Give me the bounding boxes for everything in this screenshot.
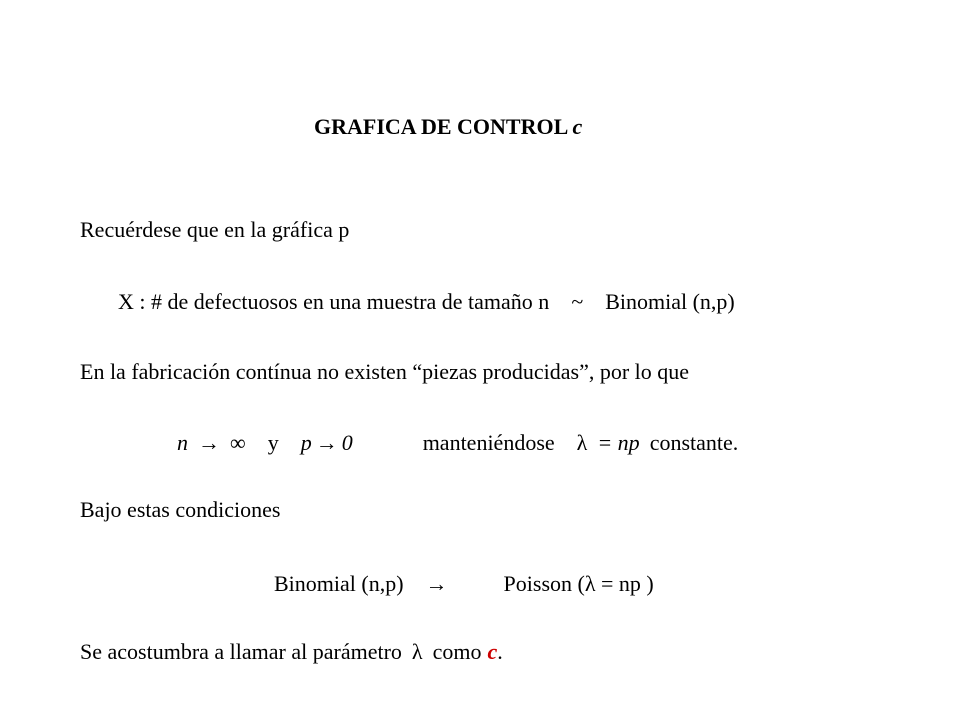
poisson-text: Poisson ( — [503, 571, 585, 596]
text-line-approximation — [274, 570, 654, 598]
constant-text: constante. — [649, 430, 739, 455]
title-text: GRAFICA DE CONTROL — [314, 114, 568, 139]
lambda-symbol: λ — [576, 430, 588, 455]
tilde-symbol: ~ — [571, 289, 584, 314]
infinity-symbol: ∞ — [230, 430, 246, 455]
zero-value: 0 — [341, 430, 353, 455]
binomial-text: Binomial (n,p) — [274, 571, 404, 596]
binomial-distribution: Binomial (n,p) — [605, 289, 735, 314]
text-line-definition — [118, 288, 735, 316]
conjunction: y — [267, 430, 279, 455]
period: . — [497, 639, 503, 664]
arrow-right-icon: → — [198, 430, 220, 455]
text-line-recall: Recuérdese que en la gráfica p — [80, 217, 350, 242]
text-line-limits — [177, 429, 738, 457]
poisson-equation: = np ) — [595, 571, 654, 596]
definition-text: X : # de defectuosos en una muestra de tamaño n — [118, 289, 550, 314]
lambda-equation: = np — [597, 430, 640, 455]
page-title — [314, 113, 582, 141]
text-line-continuous: En la fabricación contínua no existen “piezas producidas”, por lo que — [80, 359, 690, 384]
como-text: como — [432, 639, 482, 664]
text-line-conditions: Bajo estas condiciones — [80, 497, 281, 522]
n-variable: n — [177, 430, 188, 455]
arrow-right-icon: → — [315, 430, 338, 455]
lambda-symbol: λ — [584, 571, 596, 596]
naming-text: Se acostumbra a llamar al parámetro — [80, 639, 402, 664]
p-variable: p — [300, 430, 312, 455]
arrow-right-icon: → — [425, 571, 448, 596]
title-variable: c — [572, 114, 583, 139]
keeping-text: manteniéndose — [422, 430, 555, 455]
text-line-naming — [80, 638, 503, 666]
c-parameter: c — [487, 639, 498, 664]
lambda-symbol: λ — [411, 639, 423, 664]
